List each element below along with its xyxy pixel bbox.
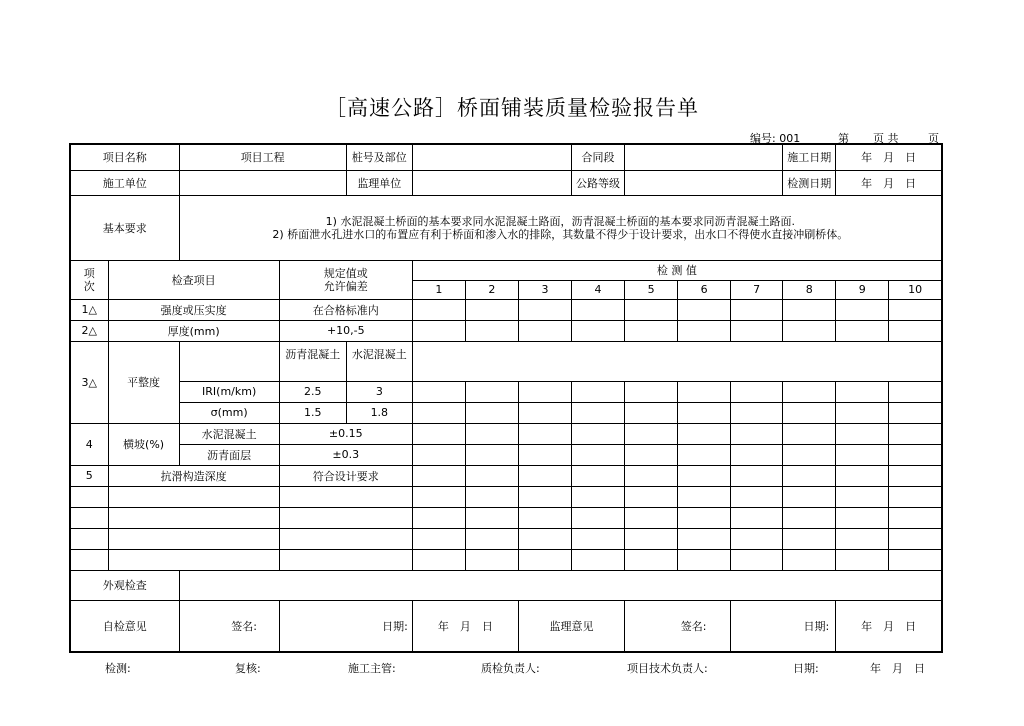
supervision-ymd[interactable]: 年 月 日 bbox=[836, 600, 942, 652]
measure-cell[interactable] bbox=[625, 444, 678, 465]
measure-cell[interactable] bbox=[889, 528, 942, 549]
start-date-label: 施工日期 bbox=[783, 144, 836, 170]
measure-cell[interactable] bbox=[731, 381, 783, 402]
measure-cell[interactable] bbox=[465, 444, 518, 465]
row4-cement-spec: ±0.15 bbox=[279, 423, 412, 444]
table-cell[interactable] bbox=[70, 528, 108, 549]
project-name-value[interactable]: 项目工程 bbox=[179, 144, 346, 170]
table-cell[interactable] bbox=[108, 507, 279, 528]
table-cell[interactable] bbox=[279, 507, 412, 528]
supervision-date: 日期: bbox=[731, 600, 836, 652]
row5-spec: 符合设计要求 bbox=[279, 465, 412, 486]
row4-asphalt-spec: ±0.3 bbox=[279, 444, 412, 465]
measure-cell[interactable] bbox=[412, 465, 465, 486]
measure-cell[interactable] bbox=[836, 320, 889, 341]
appearance-row bbox=[70, 570, 942, 600]
measure-cell[interactable] bbox=[678, 528, 731, 549]
measure-col-1: 1 bbox=[412, 280, 465, 299]
header-row-1 bbox=[70, 144, 942, 170]
pile-label: 桩号及部位 bbox=[346, 144, 412, 170]
measure-cell[interactable] bbox=[889, 465, 942, 486]
supervisor-value[interactable] bbox=[412, 170, 571, 195]
basic-requirement-1: 1) 水泥混凝土桥面的基本要求同水泥混凝土路面，沥青混凝土桥面的基本要求同沥青混凝土路面. bbox=[325, 214, 795, 228]
measure-cell[interactable] bbox=[783, 528, 836, 549]
measure-cell[interactable] bbox=[412, 320, 465, 341]
supervisor-label: 监理单位 bbox=[346, 170, 412, 195]
measure-cell[interactable] bbox=[572, 444, 625, 465]
measure-cell[interactable] bbox=[836, 299, 889, 320]
measure-cell[interactable] bbox=[783, 299, 836, 320]
form-number: 编号: 001 bbox=[750, 132, 801, 145]
pile-value[interactable] bbox=[412, 144, 571, 170]
row3-iri-label: IRI(m/km) bbox=[179, 381, 279, 402]
basic-requirements-row bbox=[70, 195, 942, 260]
row2-no: 2△ bbox=[70, 320, 108, 341]
row1-item: 强度或压实度 bbox=[108, 299, 279, 320]
measure-cell[interactable] bbox=[783, 549, 836, 570]
table-cell[interactable] bbox=[279, 549, 412, 570]
road-grade-value[interactable] bbox=[625, 170, 783, 195]
row3-sub-empty bbox=[179, 341, 279, 381]
measure-cell[interactable] bbox=[889, 486, 942, 507]
table-row bbox=[70, 444, 942, 465]
measure-cell[interactable] bbox=[731, 486, 783, 507]
row3-sigma-label: σ(mm) bbox=[179, 402, 279, 423]
measure-cell[interactable] bbox=[889, 320, 942, 341]
measure-cell[interactable] bbox=[572, 299, 625, 320]
footer-date: 日期: bbox=[793, 662, 819, 675]
measure-cell[interactable] bbox=[783, 423, 836, 444]
measure-cell[interactable] bbox=[783, 381, 836, 402]
appearance-label: 外观检查 bbox=[70, 570, 179, 600]
contract-value[interactable] bbox=[625, 144, 783, 170]
measure-cell[interactable] bbox=[625, 486, 678, 507]
row5-no: 5 bbox=[70, 465, 108, 486]
spec-header: 规定值或 允许偏差 bbox=[279, 260, 412, 299]
measure-cell[interactable] bbox=[518, 528, 571, 549]
row4-no: 4 bbox=[70, 423, 108, 465]
row1-spec: 在合格标准内 bbox=[279, 299, 412, 320]
measure-col-7: 7 bbox=[731, 280, 783, 299]
measure-cell[interactable] bbox=[783, 465, 836, 486]
column-header-row-1 bbox=[70, 260, 942, 280]
row5-item: 抗滑构造深度 bbox=[108, 465, 279, 486]
measure-cell[interactable] bbox=[412, 381, 465, 402]
check-date-label: 检测日期 bbox=[783, 170, 836, 195]
page-mid: 页 共 bbox=[873, 132, 899, 145]
row1-no: 1△ bbox=[70, 299, 108, 320]
measure-cell[interactable] bbox=[625, 402, 678, 423]
check-item-header: 检查项目 bbox=[108, 260, 279, 299]
measure-cell[interactable] bbox=[518, 423, 571, 444]
measure-cell[interactable] bbox=[889, 507, 942, 528]
row3-iri-cement: 3 bbox=[346, 381, 412, 402]
table-row bbox=[70, 465, 942, 486]
footer-qc-head: 质检负责人: bbox=[481, 662, 540, 675]
measure-cell[interactable] bbox=[572, 423, 625, 444]
measure-cell[interactable] bbox=[731, 444, 783, 465]
measure-cell[interactable] bbox=[518, 444, 571, 465]
measure-cell[interactable] bbox=[572, 381, 625, 402]
measure-col-4: 4 bbox=[572, 280, 625, 299]
table-cell[interactable] bbox=[279, 528, 412, 549]
basic-requirements-label: 基本要求 bbox=[70, 195, 179, 260]
measure-cell[interactable] bbox=[889, 423, 942, 444]
measure-cell[interactable] bbox=[572, 507, 625, 528]
measure-cell[interactable] bbox=[731, 423, 783, 444]
measure-col-9: 9 bbox=[836, 280, 889, 299]
row3-cement-head: 水泥混凝土 bbox=[346, 341, 412, 381]
table-cell[interactable] bbox=[108, 528, 279, 549]
page-prefix: 第 bbox=[838, 132, 849, 145]
measure-cell[interactable] bbox=[889, 444, 942, 465]
table-row bbox=[70, 528, 942, 549]
measured-header: 检 测 值 bbox=[412, 260, 942, 280]
measure-cell[interactable] bbox=[836, 444, 889, 465]
measure-cell[interactable] bbox=[465, 381, 518, 402]
measure-cell[interactable] bbox=[572, 402, 625, 423]
measure-cell[interactable] bbox=[572, 549, 625, 570]
measure-cell[interactable] bbox=[518, 402, 571, 423]
measure-cell[interactable] bbox=[465, 486, 518, 507]
measure-cell[interactable] bbox=[678, 320, 731, 341]
measure-cell[interactable] bbox=[518, 486, 571, 507]
table-row bbox=[70, 423, 942, 444]
measure-cell[interactable] bbox=[836, 507, 889, 528]
supervision-sign[interactable]: 签名: bbox=[625, 600, 731, 652]
measure-cell[interactable] bbox=[572, 486, 625, 507]
measure-cell[interactable] bbox=[783, 320, 836, 341]
measure-cell[interactable] bbox=[678, 402, 731, 423]
measure-cell[interactable] bbox=[889, 402, 942, 423]
table-cell[interactable] bbox=[279, 486, 412, 507]
footer-reviewer: 复核: bbox=[235, 662, 261, 675]
table-row bbox=[70, 402, 942, 423]
contract-label: 合同段 bbox=[572, 144, 625, 170]
basic-requirement-2: 2) 桥面泄水孔进水口的布置应有利于桥面和渗入水的排除，其数量不得少于设计要求，出水口不得使水直接冲刷桥体。 bbox=[272, 227, 849, 241]
appearance-value[interactable] bbox=[179, 570, 942, 600]
table-row bbox=[70, 549, 942, 570]
supervision-label: 监理意见 bbox=[518, 600, 624, 652]
row3-sigma-cement: 1.8 bbox=[346, 402, 412, 423]
footer-ymd: 年 月 日 bbox=[870, 662, 925, 675]
measure-cell[interactable] bbox=[572, 528, 625, 549]
row2-spec: +10,-5 bbox=[279, 320, 412, 341]
builder-value[interactable] bbox=[179, 170, 346, 195]
measure-cell[interactable] bbox=[783, 507, 836, 528]
measure-cell[interactable] bbox=[518, 465, 571, 486]
measure-cell[interactable] bbox=[783, 486, 836, 507]
measure-cell[interactable] bbox=[678, 549, 731, 570]
measure-cell[interactable] bbox=[625, 381, 678, 402]
measure-cell[interactable] bbox=[518, 507, 571, 528]
measure-cell[interactable] bbox=[465, 507, 518, 528]
measure-cell[interactable] bbox=[678, 423, 731, 444]
row4-item: 横坡(%) bbox=[108, 423, 179, 465]
table-row bbox=[70, 381, 942, 402]
measure-cell[interactable] bbox=[465, 528, 518, 549]
measure-cell[interactable] bbox=[783, 402, 836, 423]
measure-cell[interactable] bbox=[836, 423, 889, 444]
measure-col-10: 10 bbox=[889, 280, 942, 299]
measure-cell[interactable] bbox=[465, 402, 518, 423]
measure-col-3: 3 bbox=[518, 280, 571, 299]
measure-cell[interactable] bbox=[731, 465, 783, 486]
measure-cell[interactable] bbox=[412, 486, 465, 507]
table-cell[interactable] bbox=[70, 486, 108, 507]
measure-cell[interactable] bbox=[518, 320, 571, 341]
measure-cell[interactable] bbox=[625, 299, 678, 320]
builder-label: 施工单位 bbox=[70, 170, 179, 195]
measure-cell[interactable] bbox=[889, 299, 942, 320]
footer-construction-head: 施工主管: bbox=[348, 662, 396, 675]
measure-col-5: 5 bbox=[625, 280, 678, 299]
measure-cell[interactable] bbox=[412, 507, 465, 528]
row3-blank bbox=[412, 341, 942, 381]
measure-cell[interactable] bbox=[412, 549, 465, 570]
self-check-sign[interactable]: 签名: bbox=[179, 600, 279, 652]
table-row bbox=[70, 507, 942, 528]
row3-sigma-asphalt: 1.5 bbox=[279, 402, 346, 423]
measure-cell[interactable] bbox=[678, 299, 731, 320]
measure-cell[interactable] bbox=[625, 528, 678, 549]
row4-asphalt-sub: 沥青面层 bbox=[179, 444, 279, 465]
measure-cell[interactable] bbox=[518, 381, 571, 402]
table-row bbox=[70, 341, 942, 381]
table-cell[interactable] bbox=[70, 507, 108, 528]
measure-cell[interactable] bbox=[836, 528, 889, 549]
measure-col-2: 2 bbox=[465, 280, 518, 299]
page-title: ［高速公路］桥面铺装质量检验报告单 bbox=[325, 96, 699, 120]
measure-cell[interactable] bbox=[465, 423, 518, 444]
start-date-value[interactable]: 年 月 日 bbox=[836, 144, 942, 170]
header-row-2 bbox=[70, 170, 942, 195]
measure-cell[interactable] bbox=[465, 465, 518, 486]
check-date-value[interactable]: 年 月 日 bbox=[836, 170, 942, 195]
road-grade-label: 公路等级 bbox=[572, 170, 625, 195]
measure-cell[interactable] bbox=[412, 444, 465, 465]
row3-asphalt-head: 沥青混凝土 bbox=[279, 341, 346, 381]
item-no-header: 项 次 bbox=[70, 260, 108, 299]
measure-cell[interactable] bbox=[836, 486, 889, 507]
inspection-form-table bbox=[69, 143, 943, 653]
row3-no: 3△ bbox=[70, 341, 108, 423]
measure-cell[interactable] bbox=[731, 299, 783, 320]
measure-cell[interactable] bbox=[572, 465, 625, 486]
basic-requirements-text bbox=[179, 195, 942, 260]
measure-cell[interactable] bbox=[625, 423, 678, 444]
measure-cell[interactable] bbox=[731, 528, 783, 549]
measure-col-6: 6 bbox=[678, 280, 731, 299]
measure-cell[interactable] bbox=[889, 381, 942, 402]
measure-cell[interactable] bbox=[836, 381, 889, 402]
measure-cell[interactable] bbox=[465, 299, 518, 320]
measure-cell[interactable] bbox=[731, 320, 783, 341]
measure-cell[interactable] bbox=[783, 444, 836, 465]
measure-cell[interactable] bbox=[836, 465, 889, 486]
measure-cell[interactable] bbox=[836, 549, 889, 570]
self-check-date: 日期: bbox=[279, 600, 412, 652]
measure-cell[interactable] bbox=[625, 320, 678, 341]
measure-cell[interactable] bbox=[625, 465, 678, 486]
measure-cell[interactable] bbox=[678, 507, 731, 528]
measure-cell[interactable] bbox=[678, 486, 731, 507]
table-cell[interactable] bbox=[108, 549, 279, 570]
table-row bbox=[70, 299, 942, 320]
measure-cell[interactable] bbox=[836, 402, 889, 423]
page-suffix: 页 bbox=[928, 132, 939, 145]
measure-cell[interactable] bbox=[572, 320, 625, 341]
measure-cell[interactable] bbox=[465, 549, 518, 570]
table-cell[interactable] bbox=[108, 486, 279, 507]
row4-cement-sub: 水泥混凝土 bbox=[179, 423, 279, 444]
measure-cell[interactable] bbox=[625, 507, 678, 528]
measure-cell[interactable] bbox=[412, 402, 465, 423]
measure-cell[interactable] bbox=[412, 423, 465, 444]
measure-cell[interactable] bbox=[678, 465, 731, 486]
table-row bbox=[70, 320, 942, 341]
row3-item: 平整度 bbox=[108, 341, 179, 423]
measure-cell[interactable] bbox=[518, 299, 571, 320]
measure-cell[interactable] bbox=[889, 549, 942, 570]
opinion-row bbox=[70, 600, 942, 652]
measure-cell[interactable] bbox=[465, 320, 518, 341]
measure-cell[interactable] bbox=[678, 381, 731, 402]
row3-iri-asphalt: 2.5 bbox=[279, 381, 346, 402]
footer-inspector: 检测: bbox=[105, 662, 131, 675]
measure-col-8: 8 bbox=[783, 280, 836, 299]
measure-cell[interactable] bbox=[731, 402, 783, 423]
table-row bbox=[70, 486, 942, 507]
measure-cell[interactable] bbox=[731, 549, 783, 570]
measure-cell[interactable] bbox=[678, 444, 731, 465]
measure-cell[interactable] bbox=[518, 549, 571, 570]
measure-cell[interactable] bbox=[731, 507, 783, 528]
self-check-ymd[interactable]: 年 月 日 bbox=[412, 600, 518, 652]
measure-cell[interactable] bbox=[412, 528, 465, 549]
row2-item: 厚度(mm) bbox=[108, 320, 279, 341]
measure-cell[interactable] bbox=[412, 299, 465, 320]
self-check-label: 自检意见 bbox=[70, 600, 179, 652]
table-cell[interactable] bbox=[70, 549, 108, 570]
project-name-label: 项目名称 bbox=[70, 144, 179, 170]
measure-cell[interactable] bbox=[625, 549, 678, 570]
footer-tech-head: 项目技术负责人: bbox=[627, 662, 708, 675]
